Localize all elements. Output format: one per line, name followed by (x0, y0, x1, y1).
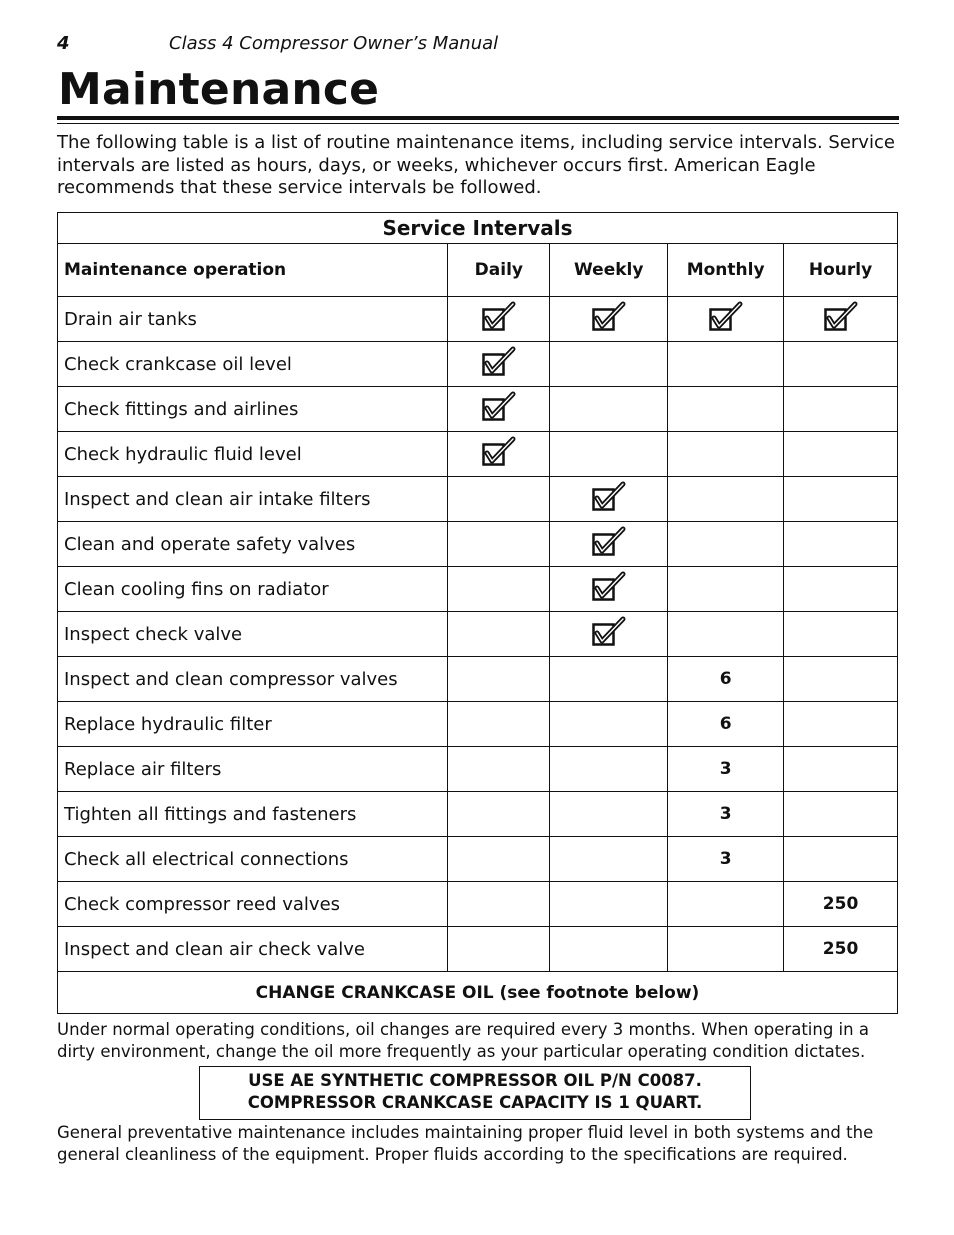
interval-cell-daily (448, 927, 550, 972)
interval-cell-hourly (784, 882, 898, 927)
interval-value: 250 (822, 939, 859, 959)
interval-cell-weekly (550, 927, 668, 972)
interval-cell-hourly (784, 747, 898, 792)
col-header-operation: Maintenance operation (58, 244, 448, 297)
interval-value: 6 (719, 714, 732, 734)
table-row (58, 747, 898, 792)
table-row (58, 657, 898, 702)
checkbox-checked-icon (708, 301, 744, 338)
page-title: Maintenance (58, 64, 380, 115)
interval-cell-hourly (784, 432, 898, 477)
interval-cell-monthly (668, 927, 784, 972)
maintenance-operation: Check crankcase oil level (58, 342, 448, 387)
checkbox-checked-icon (591, 301, 627, 338)
general-maintenance-note: General preventative maintenance includes maintaining proper fluid level in both systems and the general cleanliness of the equipment. Proper fluids according to the specifications are required. (57, 1123, 874, 1164)
interval-cell-weekly (550, 882, 668, 927)
interval-cell-hourly (784, 522, 898, 567)
interval-cell-monthly (668, 567, 784, 612)
interval-cell-daily (448, 477, 550, 522)
interval-cell-hourly (784, 657, 898, 702)
checkbox-checked-icon (591, 616, 627, 653)
interval-cell-monthly (668, 702, 784, 747)
interval-cell-daily (448, 747, 550, 792)
col-header-weekly: Weekly (550, 244, 668, 297)
table-row (58, 882, 898, 927)
interval-cell-weekly (550, 612, 668, 657)
maintenance-operation: Clean cooling fins on radiator (58, 567, 448, 612)
interval-cell-weekly (550, 747, 668, 792)
checkbox-checked-icon (591, 481, 627, 518)
interval-cell-hourly (784, 792, 898, 837)
table-row (58, 702, 898, 747)
interval-cell-daily (448, 387, 550, 432)
interval-cell-weekly (550, 837, 668, 882)
interval-cell-daily (448, 432, 550, 477)
title-rule-thick (57, 116, 899, 120)
interval-cell-hourly (784, 477, 898, 522)
interval-cell-hourly (784, 612, 898, 657)
interval-cell-hourly (784, 342, 898, 387)
interval-cell-weekly (550, 342, 668, 387)
interval-cell-monthly (668, 837, 784, 882)
table-row (58, 567, 898, 612)
interval-cell-daily (448, 297, 550, 342)
table-row (58, 432, 898, 477)
checkbox-checked-icon (591, 571, 627, 608)
oil-spec-line-1: USE AE SYNTHETIC COMPRESSOR OIL P/N C0087. (248, 1071, 702, 1090)
interval-cell-monthly (668, 882, 784, 927)
interval-value: 3 (719, 759, 732, 779)
interval-cell-weekly (550, 792, 668, 837)
interval-cell-monthly (668, 297, 784, 342)
table-row (58, 612, 898, 657)
interval-cell-hourly (784, 567, 898, 612)
interval-cell-hourly (784, 297, 898, 342)
title-rule-thin (57, 123, 899, 124)
interval-cell-daily (448, 567, 550, 612)
table-row (58, 792, 898, 837)
interval-cell-weekly (550, 432, 668, 477)
maintenance-operation: Inspect and clean air intake filters (58, 477, 448, 522)
interval-cell-monthly (668, 522, 784, 567)
interval-cell-monthly (668, 432, 784, 477)
oil-change-note: Under normal operating conditions, oil changes are required every 3 months. When operating in a dirty environment, change the oil more frequently as your particular operating condition dictates. (57, 1020, 869, 1061)
maintenance-operation: Replace hydraulic filter (58, 702, 448, 747)
interval-cell-weekly (550, 297, 668, 342)
checkbox-checked-icon (481, 346, 517, 383)
checkbox-checked-icon (823, 301, 859, 338)
intro-paragraph: The following table is a list of routine maintenance items, including service intervals. Service intervals are listed as hours, days, or weeks, whichever occurs first. American Eagle recommends that these service intervals be followed. (57, 132, 895, 198)
table-body (58, 297, 898, 972)
oil-spec-line-2: COMPRESSOR CRANKCASE CAPACITY IS 1 QUART. (247, 1093, 703, 1112)
interval-cell-hourly (784, 387, 898, 432)
col-header-daily: Daily (448, 244, 550, 297)
interval-value: 3 (719, 849, 732, 869)
maintenance-operation: Clean and operate safety valves (58, 522, 448, 567)
interval-cell-daily (448, 522, 550, 567)
change-oil-footer: CHANGE CRANKCASE OIL (see footnote below) (58, 972, 898, 1014)
table-row (58, 522, 898, 567)
interval-cell-weekly (550, 477, 668, 522)
oil-spec-box (199, 1066, 751, 1120)
service-intervals-caption: Service Intervals (58, 213, 898, 244)
interval-cell-weekly (550, 387, 668, 432)
maintenance-operation: Inspect and clean air check valve (58, 927, 448, 972)
interval-cell-weekly (550, 567, 668, 612)
table-row (58, 477, 898, 522)
interval-cell-hourly (784, 702, 898, 747)
running-header (57, 33, 499, 54)
checkbox-checked-icon (481, 391, 517, 428)
page-number: 4 (57, 33, 70, 54)
maintenance-operation: Drain air tanks (58, 297, 448, 342)
interval-cell-daily (448, 882, 550, 927)
interval-cell-monthly (668, 792, 784, 837)
interval-cell-daily (448, 342, 550, 387)
column-header-row (58, 244, 898, 297)
maintenance-operation: Inspect check valve (58, 612, 448, 657)
maintenance-operation: Replace air filters (58, 747, 448, 792)
interval-cell-daily (448, 702, 550, 747)
interval-cell-monthly (668, 387, 784, 432)
table-row (58, 387, 898, 432)
col-header-monthly: Monthly (668, 244, 784, 297)
interval-cell-daily (448, 657, 550, 702)
manual-title: Class 4 Compressor Owner’s Manual (169, 33, 499, 54)
interval-cell-weekly (550, 657, 668, 702)
maintenance-operation: Tighten all fittings and fasteners (58, 792, 448, 837)
interval-cell-hourly (784, 837, 898, 882)
interval-cell-hourly (784, 927, 898, 972)
interval-cell-daily (448, 837, 550, 882)
table-row (58, 342, 898, 387)
interval-cell-monthly (668, 657, 784, 702)
col-header-hourly: Hourly (784, 244, 898, 297)
interval-value: 6 (719, 669, 732, 689)
interval-cell-weekly (550, 522, 668, 567)
checkbox-checked-icon (591, 526, 627, 563)
interval-cell-monthly (668, 342, 784, 387)
interval-cell-monthly (668, 477, 784, 522)
maintenance-table (57, 212, 898, 1014)
interval-cell-daily (448, 612, 550, 657)
interval-cell-monthly (668, 612, 784, 657)
maintenance-operation: Check all electrical connections (58, 837, 448, 882)
checkbox-checked-icon (481, 301, 517, 338)
maintenance-operation: Inspect and clean compressor valves (58, 657, 448, 702)
interval-cell-monthly (668, 747, 784, 792)
table-row (58, 927, 898, 972)
interval-cell-daily (448, 792, 550, 837)
maintenance-operation: Check compressor reed valves (58, 882, 448, 927)
maintenance-operation: Check hydraulic fluid level (58, 432, 448, 477)
checkbox-checked-icon (481, 436, 517, 473)
interval-value: 3 (719, 804, 732, 824)
table-row (58, 837, 898, 882)
interval-cell-weekly (550, 702, 668, 747)
interval-value: 250 (822, 894, 859, 914)
table-row (58, 297, 898, 342)
maintenance-operation: Check fittings and airlines (58, 387, 448, 432)
